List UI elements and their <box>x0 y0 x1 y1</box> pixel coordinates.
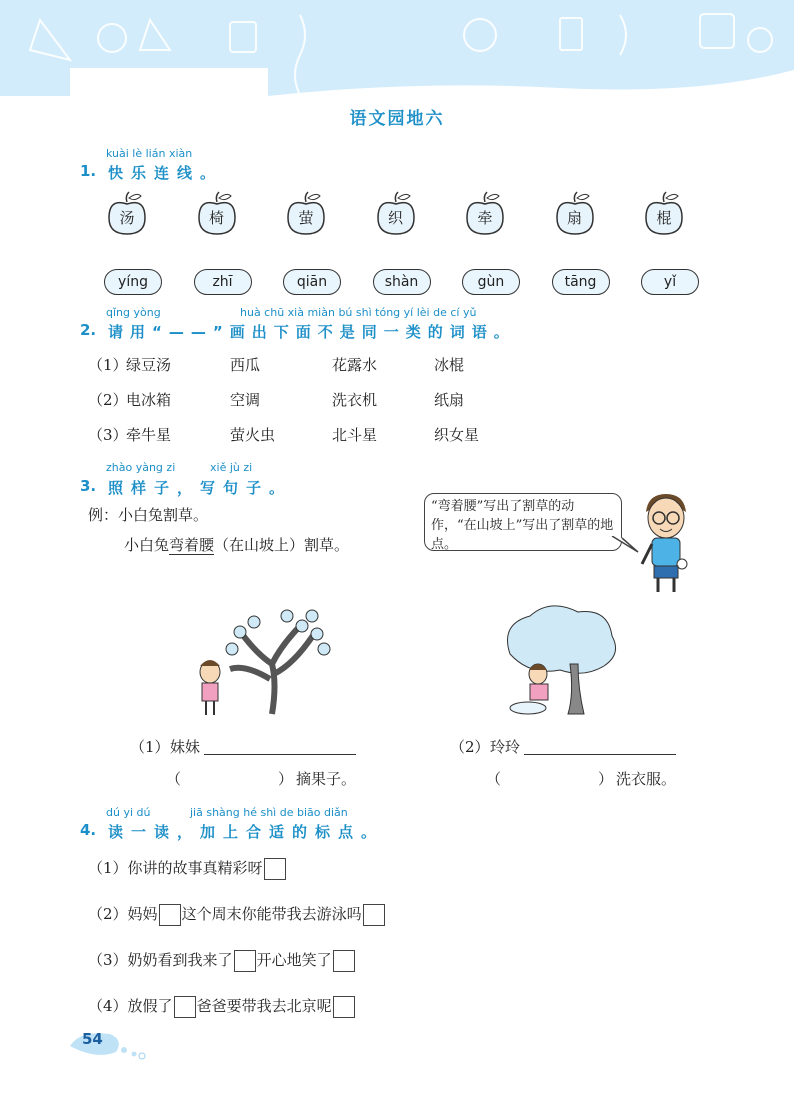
q3-item-tail: 摘果子。 <box>296 770 357 788</box>
paren-close: ） <box>598 770 614 788</box>
q4-number: 4. <box>80 821 97 839</box>
page-number-splash <box>64 1026 148 1062</box>
header-decoration <box>0 0 794 110</box>
sentence-part: 你讲的故事真精彩呀 <box>127 859 263 877</box>
pinyin-pill[interactable]: yǐ <box>641 269 699 295</box>
word-option[interactable]: 绿豆汤 <box>126 356 172 374</box>
word-option[interactable]: 织女星 <box>434 426 480 444</box>
boy-illustration <box>636 492 692 598</box>
example-sentence: 小白兔割草。 <box>118 506 209 524</box>
pinyin-pill[interactable]: qiān <box>283 269 341 295</box>
q1-number: 1. <box>80 162 97 180</box>
q4-instruction: 读一读，加上合适的标点。 <box>108 823 385 841</box>
apple-card[interactable] <box>644 190 684 236</box>
word-option[interactable]: 电冰箱 <box>126 391 172 409</box>
apple-character: 棍 <box>656 209 672 227</box>
example-rest: （在山坡上）割草。 <box>214 536 350 554</box>
q4-sentence <box>88 949 356 972</box>
q2-instruction: 请用“——”画出下面不是同一类的词语。 <box>108 323 516 341</box>
q2-row-label: （2） <box>88 391 128 409</box>
punctuation-box[interactable] <box>333 950 355 972</box>
answer-blank-line[interactable] <box>204 754 356 755</box>
apple-character: 牵 <box>477 209 493 227</box>
q4-sentence <box>88 995 356 1018</box>
paren-open: （ <box>166 770 182 788</box>
apple-character: 汤 <box>119 209 135 227</box>
apple-card[interactable] <box>555 190 595 236</box>
sentence-part: 开心地笑了 <box>256 951 332 969</box>
apple-card[interactable] <box>197 190 237 236</box>
pinyin-pill[interactable]: tāng <box>552 269 610 295</box>
apple-character: 扇 <box>566 209 582 227</box>
apple-character: 椅 <box>208 209 224 227</box>
word-option[interactable]: 空调 <box>230 391 261 409</box>
punctuation-box[interactable] <box>264 858 286 880</box>
word-option[interactable]: 冰棍 <box>434 356 465 374</box>
q1-pinyin: kuài lè lián xiàn <box>106 147 193 160</box>
apple-character: 萤 <box>298 209 314 227</box>
washing-illustration <box>500 604 620 720</box>
example-label: 例： <box>88 506 119 524</box>
page-title: 语文园地六 <box>349 109 445 129</box>
fruit-tree-illustration <box>192 604 346 720</box>
apple-card[interactable] <box>286 190 326 236</box>
q4-item-label: （1） <box>88 859 128 877</box>
q3-item-tail: 洗衣服。 <box>616 770 677 788</box>
q3-example-line-2 <box>124 534 349 555</box>
sentence-part: 爸爸要带我去北京呢 <box>196 997 332 1015</box>
q3-example-line-1 <box>88 504 208 525</box>
sentence-part: 奶奶看到我来了 <box>127 951 233 969</box>
apple-character: 织 <box>387 209 403 227</box>
q2-row-label: （3） <box>88 426 128 444</box>
example-subject: 小白兔 <box>124 536 170 554</box>
word-option[interactable]: 花露水 <box>332 356 378 374</box>
q2-row-label: （1） <box>88 356 128 374</box>
header-band <box>0 0 794 110</box>
word-option[interactable]: 北斗星 <box>332 426 378 444</box>
paren-close: ） <box>278 770 294 788</box>
word-option[interactable]: 牵牛星 <box>126 426 172 444</box>
q2-number: 2. <box>80 321 97 339</box>
example-underlined: 弯着腰 <box>169 536 215 554</box>
q3-item-subject: 玲玲 <box>490 738 521 756</box>
pinyin-pill[interactable]: yíng <box>104 269 162 295</box>
q3-item-subject: 妹妹 <box>170 738 201 756</box>
q4-sentence <box>88 903 386 926</box>
q1-instruction: 快乐连线。 <box>108 164 224 182</box>
apple-card[interactable] <box>376 190 416 236</box>
q3-item-label: （2） <box>450 738 490 756</box>
word-option[interactable]: 纸扇 <box>434 391 465 409</box>
q3-instruction: 照样子，写句子。 <box>108 479 293 497</box>
answer-paren-space[interactable] <box>502 768 594 788</box>
q3-number: 3. <box>80 477 97 495</box>
sentence-part: 放假了 <box>127 997 173 1015</box>
q3-pinyin-b: xiě jù zi <box>210 461 253 474</box>
q4-pinyin-a: dú yi dú <box>106 806 151 819</box>
q2-pinyin-a: qǐng yòng <box>106 306 161 319</box>
word-option[interactable]: 萤火虫 <box>230 426 276 444</box>
q4-pinyin-b: jiā shàng hé shì de biāo diǎn <box>190 806 348 819</box>
punctuation-box[interactable] <box>333 996 355 1018</box>
punctuation-box[interactable] <box>234 950 256 972</box>
answer-blank-line[interactable] <box>524 754 676 755</box>
q3-item-label: （1） <box>130 738 170 756</box>
apple-card[interactable] <box>107 190 147 236</box>
q4-item-label: （4） <box>88 997 128 1015</box>
q2-pinyin-b: huà chū xià miàn bú shì tóng yí lèi de cí yǔ <box>240 306 477 319</box>
page-number: 54 <box>82 1030 103 1048</box>
sentence-part: 这个周末你能带我去游泳吗 <box>181 905 362 923</box>
punctuation-box[interactable] <box>363 904 385 926</box>
q3-pinyin-a: zhào yàng zi <box>106 461 176 474</box>
apple-card[interactable] <box>465 190 505 236</box>
q4-sentence <box>88 857 287 880</box>
sentence-part: 妈妈 <box>127 905 158 923</box>
pinyin-pill[interactable]: shàn <box>373 269 431 295</box>
answer-paren-space[interactable] <box>182 768 274 788</box>
paren-open: （ <box>486 770 502 788</box>
word-option[interactable]: 西瓜 <box>230 356 261 374</box>
q4-item-label: （3） <box>88 951 128 969</box>
punctuation-box[interactable] <box>174 996 196 1018</box>
punctuation-box[interactable] <box>159 904 181 926</box>
pinyin-pill[interactable]: gùn <box>462 269 520 295</box>
q4-item-label: （2） <box>88 905 128 923</box>
pinyin-pill[interactable]: zhī <box>194 269 252 295</box>
word-option[interactable]: 洗衣机 <box>332 391 378 409</box>
speech-bubble: “弯着腰”写出了割草的动作，“在山坡上”写出了割草的地点。 <box>424 493 622 551</box>
